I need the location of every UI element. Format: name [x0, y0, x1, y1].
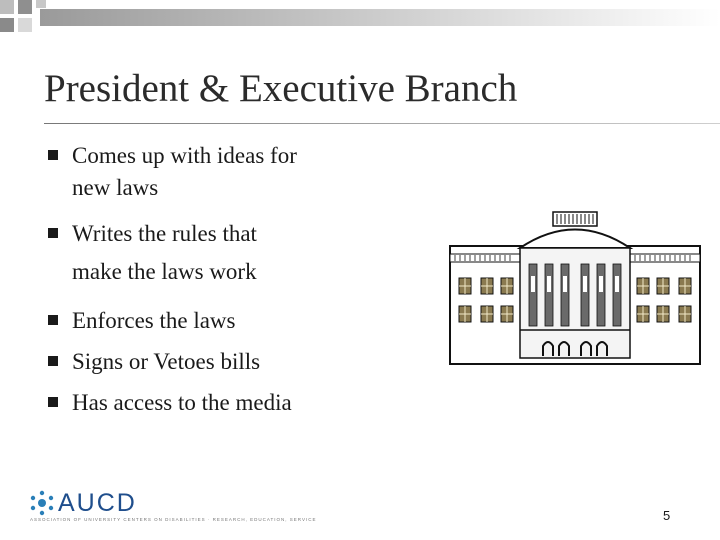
white-house-icon: [445, 206, 705, 366]
logo-tagline: ASSOCIATION OF UNIVERSITY CENTERS ON DISABILITIES · RESEARCH, EDUCATION, SERVICE: [30, 517, 317, 522]
bullet-text: Writes the rules that: [72, 221, 257, 246]
bullet-marker-icon: [48, 315, 58, 325]
logo-text: AUCD: [58, 489, 137, 517]
aucd-emblem-icon: [30, 489, 54, 517]
bullet-marker-icon: [48, 397, 58, 407]
bullet-text: Has access to the media: [72, 390, 292, 415]
bullet-text: Enforces the laws: [72, 308, 236, 333]
bullet-text: make the laws work: [72, 259, 257, 284]
bullet-text: new laws: [72, 175, 159, 200]
slide-title: President & Executive Branch: [44, 67, 518, 110]
bullet-marker-icon: [48, 150, 58, 160]
aucd-logo: [30, 487, 317, 527]
bullet-marker-icon: [48, 356, 58, 366]
title-divider: [44, 123, 720, 124]
bullet-text: Signs or Vetoes bills: [72, 349, 261, 374]
bullet-text: Comes up with ideas for: [72, 143, 297, 168]
header-pattern: [0, 0, 720, 40]
slide-number: 5: [663, 508, 671, 523]
bullet-marker-icon: [48, 228, 58, 238]
